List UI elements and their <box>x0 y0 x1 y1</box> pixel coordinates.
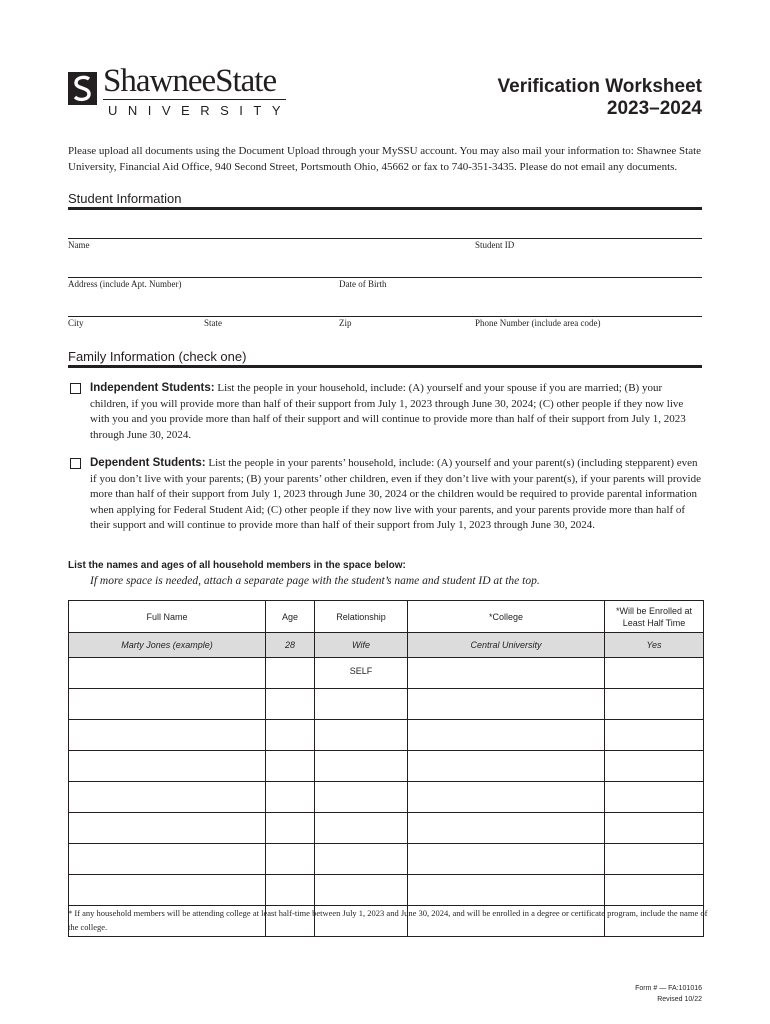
table-row <box>69 658 704 689</box>
logo-divider <box>103 99 286 100</box>
address-line[interactable] <box>68 277 702 278</box>
household-table <box>68 600 704 937</box>
table-cell[interactable] <box>408 658 605 689</box>
table-cell[interactable] <box>315 813 408 844</box>
state-label: State <box>204 318 222 328</box>
logo-wordmark: ShawneeState <box>103 63 277 99</box>
example-row <box>69 633 704 658</box>
table-cell[interactable] <box>605 844 704 875</box>
table-cell[interactable] <box>266 751 315 782</box>
table-cell[interactable] <box>315 689 408 720</box>
section-divider <box>68 207 702 210</box>
table-cell[interactable] <box>266 782 315 813</box>
table-cell[interactable] <box>408 844 605 875</box>
table-cell[interactable] <box>408 782 605 813</box>
table-row <box>69 689 704 720</box>
example-college: Central University <box>408 633 605 658</box>
independent-checkbox[interactable] <box>70 383 81 394</box>
table-header-row <box>69 601 704 633</box>
document-year: 2023–2024 <box>606 98 702 119</box>
table-cell[interactable] <box>266 658 315 689</box>
table-cell[interactable] <box>315 844 408 875</box>
table-cell[interactable] <box>408 751 605 782</box>
name-label: Name <box>68 240 90 250</box>
table-cell[interactable] <box>605 658 704 689</box>
college-footnote: * If any household members will be attending college at least half-time between July 1, 2023 and June 30, 2024, and will be enrolled in a degree or certificate program, include the name of the college. <box>68 908 708 932</box>
table-cell[interactable] <box>266 844 315 875</box>
zip-label: Zip <box>339 318 352 328</box>
example-relationship: Wife <box>315 633 408 658</box>
table-cell[interactable] <box>408 813 605 844</box>
table-cell[interactable] <box>605 689 704 720</box>
table-cell[interactable] <box>315 751 408 782</box>
table-cell[interactable] <box>408 720 605 751</box>
col-college: *College <box>408 601 605 633</box>
city-label: City <box>68 318 84 328</box>
revision-date: Revised 10/22 <box>657 996 702 1003</box>
table-cell[interactable] <box>69 720 266 751</box>
table-cell[interactable] <box>605 813 704 844</box>
intro-paragraph: Please upload all documents using the Document Upload through your MySSU account. You may also mail your information to: Shawnee State University, Financial Aid Office, 940 Second Street, Portsmouth Ohio, 45662 or fax to 740-351-3435. Please do not email any documents. <box>68 145 702 173</box>
table-cell[interactable] <box>266 813 315 844</box>
name-line[interactable] <box>68 238 702 239</box>
form-number: Form # — FA:101016 <box>635 985 702 992</box>
independent-text: List the people in your household, include: (A) yourself and your spouse if you are married; (B) your children, if you will provide more than half of their support from July 1, 2023 through June 30, 2024; (C) other people if they now live with you and you provide more than half of their support and will continue to provide more than half of their support from July 1, 2023 through June 30, 2024. <box>90 382 686 441</box>
table-cell[interactable] <box>315 720 408 751</box>
self-relationship: SELF <box>315 658 408 689</box>
document-title: Verification Worksheet <box>497 76 702 97</box>
col-relationship: Relationship <box>315 601 408 633</box>
table-cell[interactable] <box>69 751 266 782</box>
table-row <box>69 782 704 813</box>
table-cell[interactable] <box>266 875 315 906</box>
example-enrolled: Yes <box>605 633 704 658</box>
student-info-heading: Student Information <box>68 191 182 206</box>
col-age: Age <box>266 601 315 633</box>
household-instruction: List the names and ages of all household members in the space below: <box>68 560 406 571</box>
table-cell[interactable] <box>69 875 266 906</box>
table-cell[interactable] <box>69 844 266 875</box>
dob-label: Date of Birth <box>339 279 387 289</box>
example-name: Marty Jones (example) <box>69 633 266 658</box>
table-cell[interactable] <box>69 782 266 813</box>
table-cell[interactable] <box>315 875 408 906</box>
table-cell[interactable] <box>69 689 266 720</box>
table-row <box>69 844 704 875</box>
household-note: If more space is needed, attach a separate page with the student’s name and student ID at the top. <box>90 575 540 587</box>
table-cell[interactable] <box>605 875 704 906</box>
table-cell[interactable] <box>605 782 704 813</box>
table-cell[interactable] <box>266 689 315 720</box>
example-age: 28 <box>266 633 315 658</box>
table-row <box>69 751 704 782</box>
table-row <box>69 813 704 844</box>
dependent-checkbox[interactable] <box>70 458 81 469</box>
table-cell[interactable] <box>315 782 408 813</box>
table-row <box>69 875 704 906</box>
shawnee-state-logo-icon <box>68 72 97 105</box>
city-line[interactable] <box>68 316 702 317</box>
table-cell[interactable] <box>266 720 315 751</box>
student-id-label: Student ID <box>475 240 515 250</box>
dependent-paragraph <box>90 456 702 534</box>
table-cell[interactable] <box>69 658 266 689</box>
dependent-text: List the people in your parents’ household, include: (A) yourself and your parent(s) (including stepparent) even if you don’t live with your parents; (B) your parents’ other children, even if they don’t live with your parent(s), if your parents will provide more than half of their support from July 1, 2023 through June 30, 2024 or the children would be required to provide parental information when applying for Federal Student Aid; (C) other people if they now live with your parents, and your parents provide more than half of their support and will continue to provide more than half of their support from July 1, 2023 through June 30, 2024. <box>90 457 701 531</box>
independent-paragraph <box>90 381 702 443</box>
phone-label: Phone Number (include area code) <box>475 318 601 328</box>
dependent-label: Dependent Students: <box>90 457 206 469</box>
table-cell[interactable] <box>69 813 266 844</box>
col-enrolled: *Will be Enrolled at Least Half Time <box>605 601 704 633</box>
logo-university: UNIVERSITY <box>108 103 292 118</box>
family-info-heading: Family Information (check one) <box>68 349 247 364</box>
section-divider <box>68 365 702 368</box>
table-row <box>69 720 704 751</box>
table-cell[interactable] <box>605 751 704 782</box>
address-label: Address (include Apt. Number) <box>68 279 182 289</box>
independent-label: Independent Students: <box>90 382 215 394</box>
table-cell[interactable] <box>408 875 605 906</box>
table-cell[interactable] <box>605 720 704 751</box>
table-cell[interactable] <box>408 689 605 720</box>
col-full-name: Full Name <box>69 601 266 633</box>
